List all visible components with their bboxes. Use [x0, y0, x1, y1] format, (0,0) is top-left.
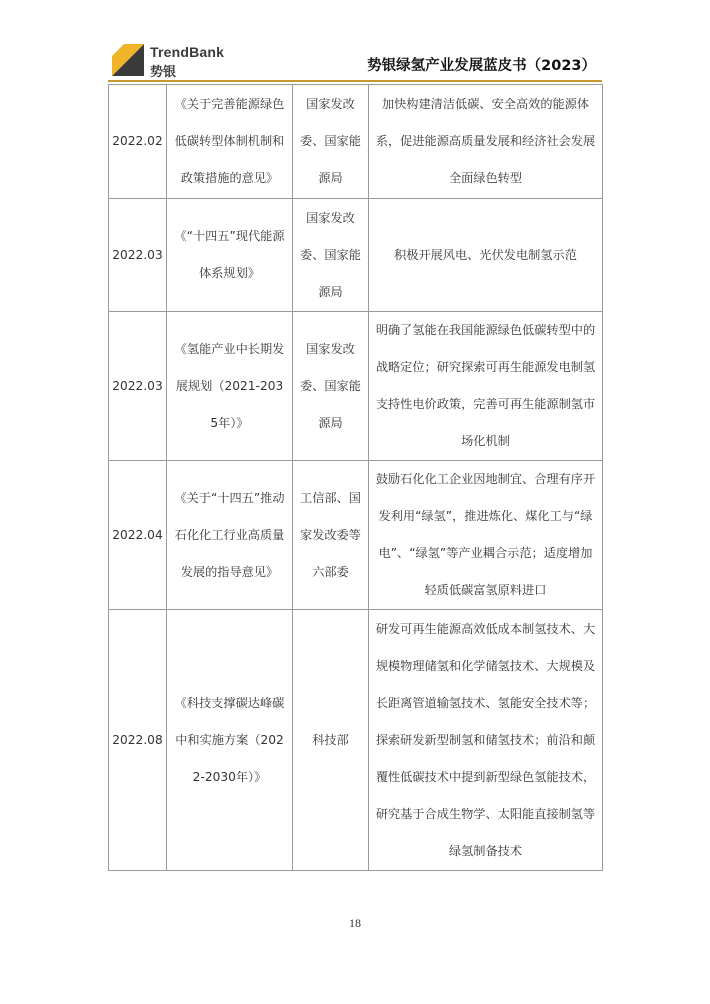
- policy-content: 加快构建清洁低碳、安全高效的能源体系，促进能源高质量发展和经济社会发展全面绿色转型: [369, 85, 603, 199]
- page-number: 18: [349, 916, 361, 930]
- policy-date: 2022.03: [109, 312, 167, 461]
- policy-name: 《科技支撑碳达峰碳中和实施方案（2022-2030年）》: [167, 610, 293, 871]
- table-row: [109, 610, 603, 871]
- issuing-department: 科技部: [293, 610, 369, 871]
- policy-table: [108, 84, 603, 871]
- page-header: [108, 40, 602, 80]
- table-row: [109, 312, 603, 461]
- policy-name: 《“十四五”现代能源体系规划》: [167, 199, 293, 312]
- policy-content: 研发可再生能源高效低成本制氢技术、大规模物理储氢和化学储氢技术、大规模及长距离管道输氢技术、氢能安全技术等；探索研发新型制氢和储氢技术；前沿和颠覆性低碳技术中提到新型绿色氢能技术，研究基于合成生物学、太阳能直接制氢等绿氢制备技术: [369, 610, 603, 871]
- issuing-department: 国家发改委、国家能源局: [293, 312, 369, 461]
- policy-content: 明确了氢能在我国能源绿色低碳转型中的战略定位；研究探索可再生能源发电制氢支持性电价政策，完善可再生能源制氢市场化机制: [369, 312, 603, 461]
- policy-date: 2022.04: [109, 461, 167, 610]
- issuing-department: 工信部、国家发改委等六部委: [293, 461, 369, 610]
- issuing-department: 国家发改委、国家能源局: [293, 199, 369, 312]
- logo-text-cn: 势银: [150, 65, 177, 80]
- policy-content: 积极开展风电、光伏发电制氢示范: [369, 199, 603, 312]
- table-row: [109, 461, 603, 610]
- policy-name: 《氢能产业中长期发展规划（2021-2035年）》: [167, 312, 293, 461]
- header-divider: [108, 80, 602, 82]
- policy-date: 2022.08: [109, 610, 167, 871]
- table-row: [109, 199, 603, 312]
- policy-name: 《关于“十四五”推动石化化工行业高质量发展的指导意见》: [167, 461, 293, 610]
- policy-date: 2022.02: [109, 85, 167, 199]
- policy-name: 《关于完善能源绿色低碳转型体制机制和政策措施的意见》: [167, 85, 293, 199]
- trendbank-logo-icon: [112, 44, 144, 76]
- issuing-department: 国家发改委、国家能源局: [293, 85, 369, 199]
- logo-text-en: TrendBank: [150, 44, 225, 60]
- policy-date: 2022.03: [109, 199, 167, 312]
- policy-content: 鼓励石化化工企业因地制宜、合理有序开发利用“绿氢”，推进炼化、煤化工与“绿电”、“绿氢”等产业耦合示范；适度增加轻质低碳富氢原料进口: [369, 461, 603, 610]
- document-title: 势银绿氢产业发展蓝皮书（2023）: [367, 58, 596, 74]
- table-row: [109, 85, 603, 199]
